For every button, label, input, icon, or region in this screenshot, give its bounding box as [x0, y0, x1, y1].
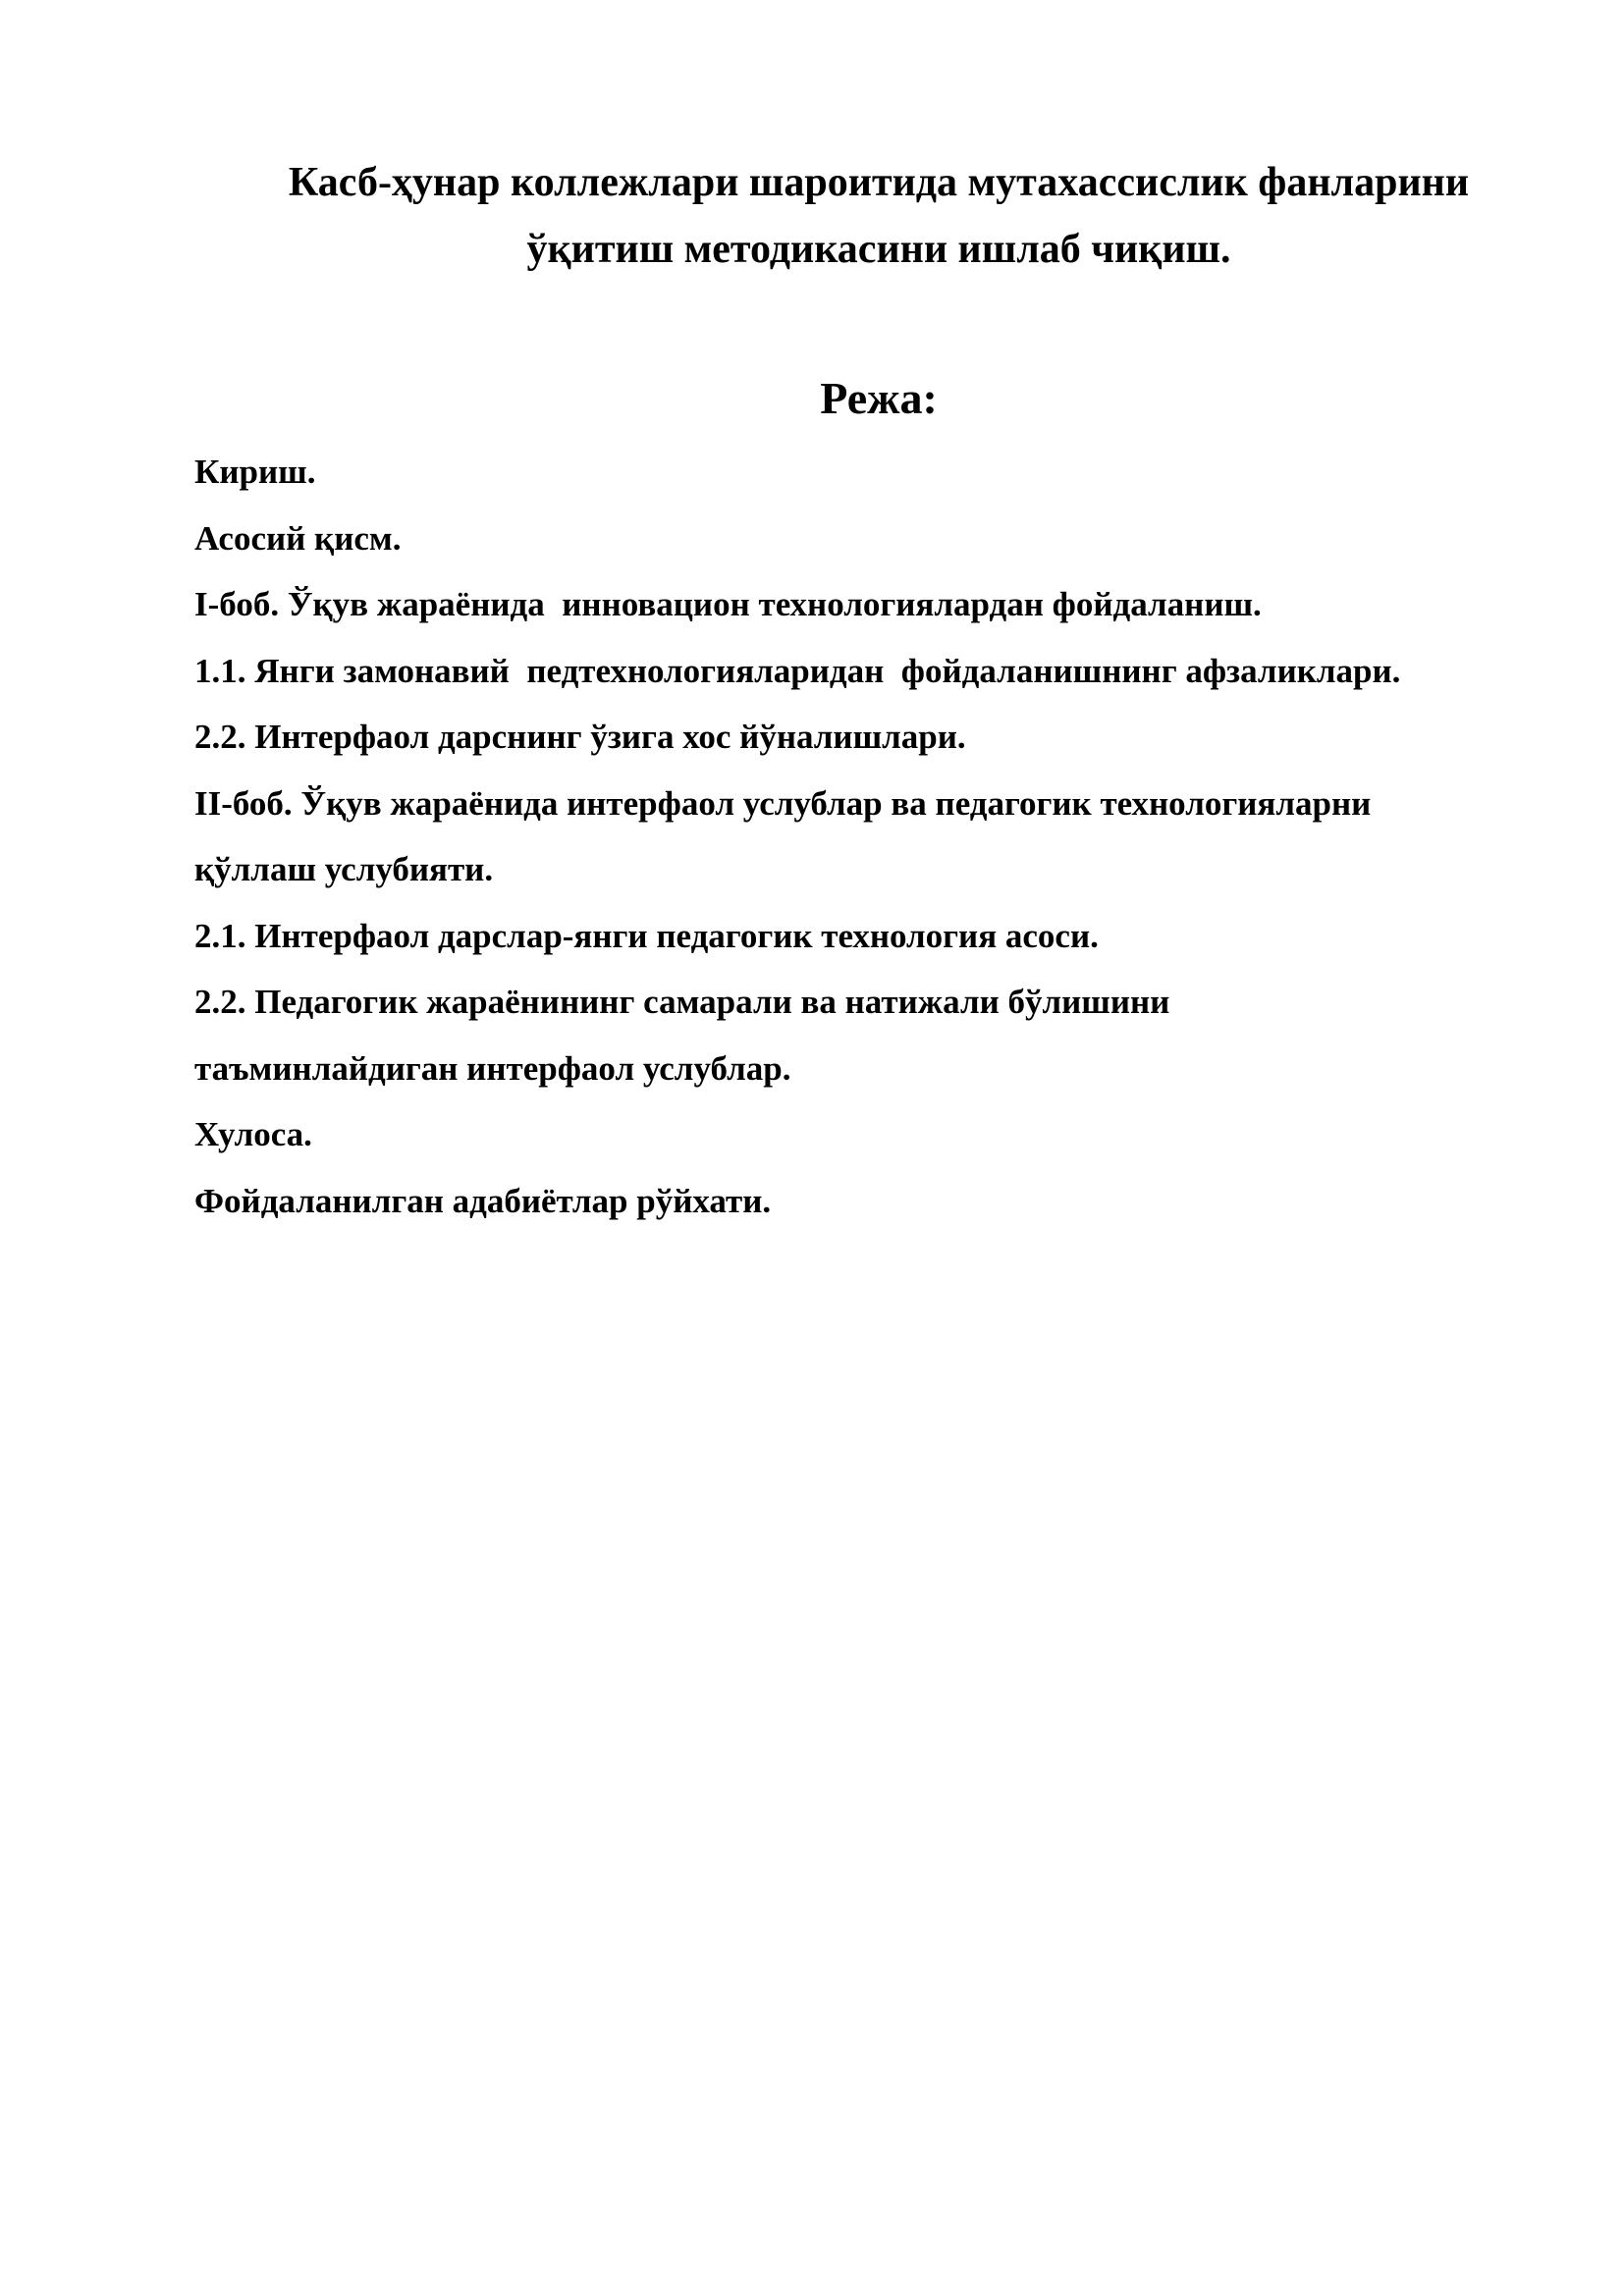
- toc-item-section-2-2-continued: таъминлайдиган интерфаол услублар.: [194, 1048, 791, 1088]
- document-title: [147, 149, 1610, 283]
- table-of-contents: [194, 439, 1598, 1234]
- toc-item-section-2-1: 2.1. Интерфаол дарслар-янги педагогик технология асоси.: [194, 916, 1099, 955]
- toc-item-chapter-1: I-боб. Ўқув жараёнида инновацион технологиялардан фойдаланиш.: [194, 585, 1262, 623]
- toc-item-chapter-2-continued: қўллаш услубияти.: [194, 850, 494, 888]
- toc-item-conclusion: Хулоса.: [194, 1115, 312, 1153]
- toc-item-main-part: Асосий қисм.: [194, 518, 402, 558]
- toc-item-introduction: Кириш.: [194, 453, 316, 491]
- toc-item-section-2-2: 2.2. Педагогик жараёнининг самарали ва натижали бўлишини: [194, 983, 1170, 1021]
- document-title-line-1: Касб-ҳунар коллежлари шароитида мутахассислик фанларини: [288, 160, 1470, 205]
- toc-item-references: Фойдаланилган адабиётлар рўйхати.: [194, 1181, 772, 1220]
- toc-item-section-1-1: 1.1. Янги замонавий педтехнологияларидан фойдаланишнинг афзаликлари.: [194, 651, 1401, 690]
- toc-item-section-1-2: 2.2. Интерфаол дарснинг ўзига хос йўналишлари.: [194, 718, 966, 756]
- plan-heading: Режа:: [820, 373, 938, 423]
- toc-item-chapter-2: II-боб. Ўқув жараёнида интерфаол услублар ва педагогик технологияларни: [194, 783, 1372, 823]
- document-title-line-2: ўқитиш методикасини ишлаб чиқиш.: [526, 227, 1231, 272]
